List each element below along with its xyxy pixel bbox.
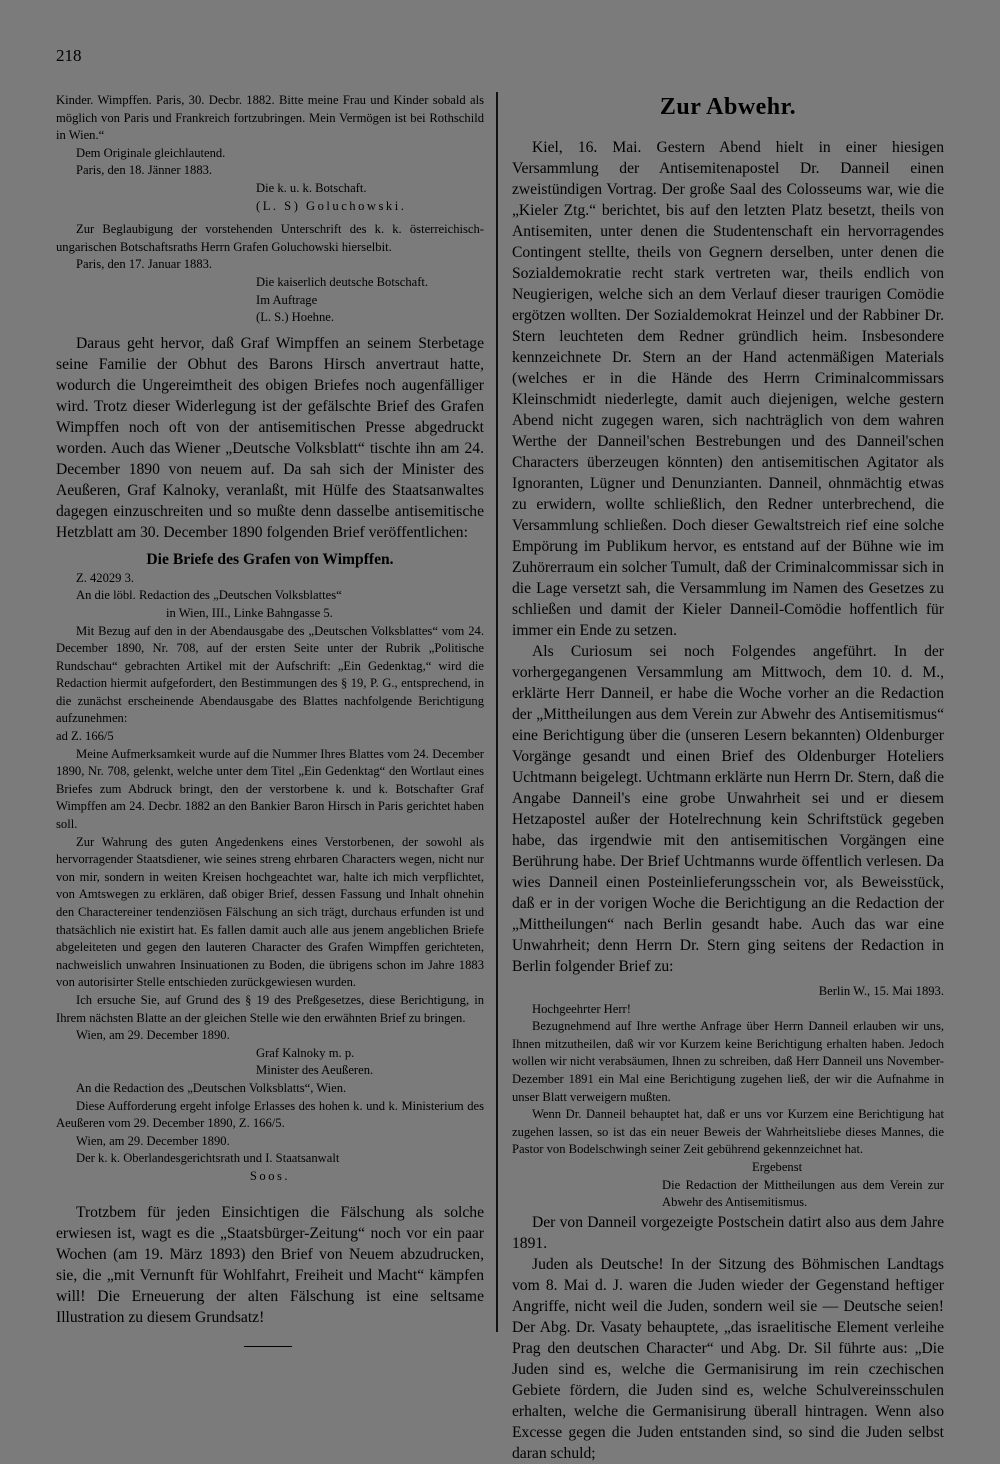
section-title: Zur Abwehr. xyxy=(659,94,797,120)
address-line: An die Redaction des „Deutschen Volksblatts“, Wien. xyxy=(76,1080,347,1095)
salutation: Hochgeehrter Herr! xyxy=(532,1001,631,1016)
signature-title: Der k. k. Oberlandesgerichtsrath und I. Staatsanwalt xyxy=(76,1151,340,1166)
letter-paragraph: Diese Aufforderung ergeht infolge Erlasses des hohen k. und k. Ministerium des Aeußeren vom 29. December 1890, Z. 166/5. xyxy=(56,1098,484,1131)
reference-number: ad Z. 166/5 xyxy=(56,729,114,744)
reference-number: Z. 42029 3. xyxy=(76,570,135,585)
page-number: 218 xyxy=(56,46,82,65)
place-date: Wien, am 29. December 1890. xyxy=(76,1133,230,1148)
seal-signature: (L. S.) Hoehne. xyxy=(256,310,334,325)
letter-paragraph: Ich ersuche Sie, auf Grund des § 19 des Preßgesetzes, diese Berichtigung, in Ihrem nächsten Blatte an der gleichen Stelle wie den erwähnten Brief zu bringen. xyxy=(56,992,484,1025)
place-date: Paris, den 17. Januar 1883. xyxy=(76,257,213,272)
place-date: Wien, am 29. December 1890. xyxy=(76,1028,230,1043)
separator-rule xyxy=(244,1346,292,1347)
column-divider xyxy=(496,92,498,1332)
signature-title: Minister des Aeußeren. xyxy=(256,1063,374,1078)
body-paragraph: Kiel, 16. Mai. Gestern Abend hielt in einer hiesigen Versammlung der Antisemitenapostel Dr. Danneil einen zweistündigen Vortrag. Der große Saal des Colosseums war, wie die „Kieler Ztg.“ berichtet, bis auf den letzten Platz besetzt, theils von Antisemiten, unter denen die Studentenschaft ein hervorragendes Contingent stellte, theils von Gegnern derselben, unter denen die Sozialdemokratie recht stark vertreten war, theils endlich von Neugierigen, welche sich an dem Verlauf dieser traurigen Comödie ergötzen wollten. Der Sozialdemokrat Heinzel und der Rabbiner Dr. Stern leuchteten dem Redner gründlich heim. Insbesondere kennzeichnete Dr. Stern an der Hand actenmäßigen Materials (welches er in die Hände des Herrn Criminalcommissars Kleinschmidt niederlegte, damit auch diejenigen, welche gestern Abend nicht zugegen waren, sich nachträglich von dem wahren Werthe der Danneil'schen Bestrebungen und des Danneil'schen Characters überzeugen könnten) den antisemitischen Agitator als Ignoranten, Lügner und Denunzianten. Danneil, ohnmächtig etwas zu erwidern, wollte schließlich, den Redner unterbrechend, die Versammlung schließen. Doch dieser Gewaltstreich rief eine solche Empörung im Publikum hervor, es entstand auf der Bühne wie im Zuhörerraum ein solcher Tumult, daß der Criminalcommissar sich in die Lage versetzt sah, die Versammlung im Namen des Gesetzes zu schließen und damit der Kieler Danneil-Comödie hoffentlich für immer ein Ende zu setzen. xyxy=(512,139,944,639)
body-paragraph: Trotzbem für jeden Einsichtigen die Fälschung als solche erwiesen ist, wagt es die „Staatsbürger-Zeitung“ noch vor ein paar Wochen (am 19. März 1893) den Brief von Neuem abzudrucken, sie, die „mit Vernunft für Wohlfahrt, Freiheit und Macht“ kämpfen will! Die Erneuerung der alten Fälschung ist eine seltsame Illustration zu diesem Grundsatz! xyxy=(56,1203,484,1326)
address-line: in Wien, III., Linke Bahngasse 5. xyxy=(166,605,333,620)
letter-paragraph: Meine Aufmerksamkeit wurde auf die Nummer Ihres Blattes vom 24. December 1890, Nr. 708, gelenkt, welche unter dem Titel „Ein Gedenktag“ den Wortlaut eines Briefes zum Abdruck bringt, den der verstorbene k. und k. Botschafter Graf Wimpffen am 24. Decbr. 1882 an den Bankier Baron Hirsch in Paris gerichtet haben soll. xyxy=(56,746,484,832)
left-column xyxy=(56,92,484,1347)
letter-fragment: Kinder. Wimpffen. Paris, 30. Decbr. 1882. Bitte meine Frau und Kinder sobald als möglich von Paris und Frankreich fortzubringen. Mein Vermögen ist bei Rothschild in Wien.“ xyxy=(56,93,484,143)
body-paragraph: Juden als Deutsche! In der Sitzung des Böhmischen Landtags vom 8. Mai d. J. waren die Juden wieder der Gegenstand heftiger Angriffe, nicht weil die Juden, sondern weil sie — Deutsche seien! Der Abg. Dr. Vasaty behauptete, „das israelitische Element verleihe Prag den deutschen Character“ und Abg. Dr. Sil führte aus: „Die Juden sind es, welche die Germanisirung im rein czechischen Gebiete fördern, die Juden sind es, welche Schulvereinsschulen erhalten, welche die Germanisirung überall hintragen. Wenn also Excesse gegen die Juden entstanden sind, so sind die Juden selbst daran schuld; xyxy=(512,1255,944,1462)
letter-paragraph: Zur Wahrung des guten Angedenkens eines Verstorbenen, der sowohl als hervorragender Staatsdiener, wie seines streng ehrbaren Characters wegen, nicht nur von mir, sondern in weiten Kreisen hochgeachtet war, halte ich mich verpflichtet, von Amtswegen zu erklären, daß obiger Brief, dessen Fassung und Inhalt ohnehin den Charactereiner tendenziösen Fälschung an sich trägt, durchaus erfunden ist und thatsächlich nie existirt hat. Es fallen damit auch alle aus jenem angeblichen Briefe abgeleiteten und gegen den lauteren Character des Grafen Wimpffen gerichteten, nachweislich unwahren Insinuationen zu Boden, die übrigens schon im Jahre 1883 von autorisirter Stelle entschieden zurückgewiesen wurden. xyxy=(56,834,484,990)
body-paragraph: Als Curiosum sei noch Folgendes angeführt. In der vorhergegangenen Versammlung am Mittwoch, dem 10. d. M., erklärte Herr Danneil, er habe die Woche vorher an die Redaction der „Mittheilungen aus dem Verein zur Abwehr des Antisemitismus“ eine Berichtigung über die (unseren Lesern bekannten) Oldenburger Vorgänge gesandt und einen Brief des Oldenburger Hoteliers Uchtmann beigelegt. Uchtmann erklärte nun Herrn Dr. Stern, daß die Angabe Danneil's eine grobe Unwahrheit sei und er diesem Hetzapostel außer der Hotelrechnung kein Schriftstück gegeben habe, das irgendwie mit den antisemitischen Vorgängen eine Berührung habe. Der Brief Uchtmanns wurde öffentlich verlesen. Da wies Danneil einen Posteinlieferungsschein vor, als Beweisstück, daß er in der vorigen Woche die Berichtigung an die Redaction der „Mittheilungen“ nach Berlin gesandt habe. Auch das war eine Unwahrheit; denn Herrn Dr. Stern ging seitens der Redaction in Berlin folgender Brief zu: xyxy=(512,643,944,975)
letter-paragraph: Mit Bezug auf den in der Abendausgabe des „Deutschen Volksblattes“ vom 24. December 1890, Nr. 708, auf der ersten Seite unter der Rubrik „Politische Rundschau“ gebrachten Artikel mit der Aufschrift: „Ein Gedenktag,“ wird die Redaction hiermit aufgefordert, den Bestimmungen des § 19, P. G., entsprechend, in die zunächst erscheinende Abendausgabe des Blattes nachfolgende Berichtigung aufzunehmen: xyxy=(56,623,484,726)
place-date: Paris, den 18. Jänner 1883. xyxy=(76,163,213,178)
body-paragraph: Der von Danneil vorgezeigte Postschein datirt also aus dem Jahre 1891. xyxy=(512,1213,944,1252)
certification-text: Zur Beglaubigung der vorstehenden Unterschrift des k. k. österreichisch-ungarischen Botschaftsraths Herrn Grafen Goluchowski hierselbit. xyxy=(56,222,484,254)
right-column xyxy=(512,92,944,1464)
section-heading: Die Briefe des Grafen von Wimpffen. xyxy=(146,550,394,568)
letter-paragraph: Bezugnehmend auf Ihre werthe Anfrage über Herrn Danneil erlauben wir uns, Ihnen mitzutheilen, daß wir vor Kurzem keine Berichtigung erhalten haben. Jedoch wollen wir nicht verabsäumen, Ihnen zu schreiben, daß Herr Danneil uns November-Dezember 1891 ein Mal eine Berichtigung zugehen ließ, der wir die Aufnahme in unser Blatt verweigern mußten. xyxy=(512,1019,944,1104)
certification-line: Dem Originale gleichlautend. xyxy=(76,145,226,160)
signature-name: Soos. xyxy=(249,1168,291,1183)
place-date: Berlin W., 15. Mai 1893. xyxy=(818,984,944,998)
letter-paragraph: Wenn Dr. Danneil behauptet hat, daß er uns vor Kurzem eine Berichtigung hat zugehen lassen, so ist das ein neuer Beweis der Wahrheitsliebe dieses Mannes, die Pastor von Bodelschwingh seiner Zeit gebührend gekennzeichnet hat. xyxy=(512,1107,944,1157)
embassy-line: Die kaiserlich deutsche Botschaft. xyxy=(256,274,429,289)
closing: Ergebenst xyxy=(752,1159,803,1174)
signature-title: Die Redaction der Mittheilungen aus dem Verein zur Abwehr des Antisemitismus. xyxy=(662,1177,944,1210)
address-line: An die löbl. Redaction des „Deutschen Volksblattes“ xyxy=(76,588,342,603)
seal-signature: (L. S) Goluchowski. xyxy=(256,198,407,213)
embassy-line: Die k. u. k. Botschaft. xyxy=(256,180,367,195)
signature-name: Graf Kalnoky m. p. xyxy=(256,1045,355,1060)
body-paragraph: Daraus geht hervor, daß Graf Wimpffen an seinem Sterbetage seine Familie der Obhut des Barons Hirsch anvertraut hatte, wodurch die Ungereimtheit des obigen Briefes noch augenfälliger wird. Trotz dieser Widerlegung ist der gefälschte Brief des Grafen Wimpffen noch oft von der antisemitischen Presse abgedruckt worden. Auch das Wiener „Deutsche Volksblatt“ tischte ihn am 24. December 1890 von neuem auf. Da sah sich der Minister des Aeußeren, Graf Kalnoky, veranlaßt, mit Hülfe des Staatsanwaltes dagegen einzuschreiten und so mußte denn dasselbe antisemitische Hetzblatt am 30. December 1890 folgenden Brief veröffentlichen: xyxy=(56,334,484,541)
mandate-line: Im Auftrage xyxy=(256,292,318,307)
